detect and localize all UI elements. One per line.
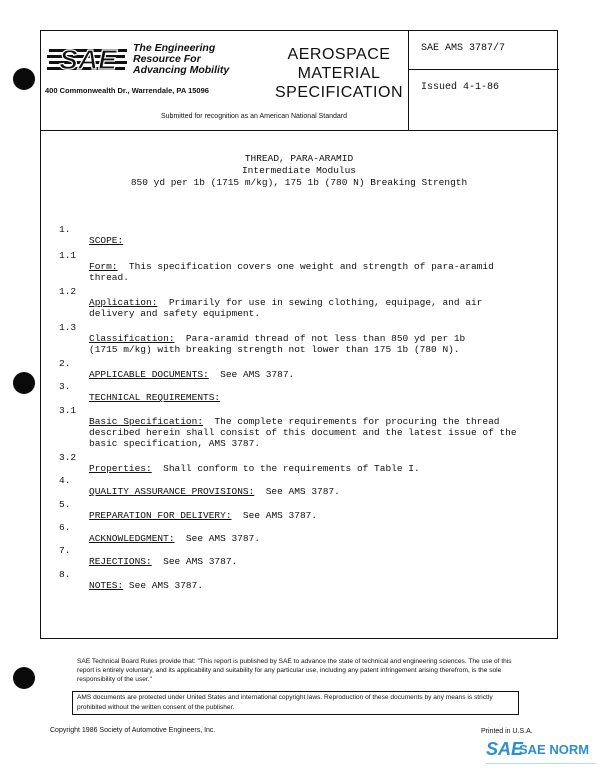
spec-info-box [408, 31, 559, 131]
document-frame [40, 30, 558, 639]
copyright-protection-notice: AMS documents are protected under United States and international copyright laws. Reproduction of these documents by any means is strictly prohibited without the written consent of the publisher. [72, 691, 519, 715]
watermark-logo: SAE [486, 739, 524, 759]
divider [409, 69, 559, 70]
svg-text:SAE: SAE [59, 45, 117, 75]
tagline: The Engineering Resource For Advancing Mobility [133, 42, 230, 76]
copyright-line: Copyright 1986 Society of Automotive Engineers, Inc. [50, 727, 216, 734]
document-type: AEROSPACE MATERIAL SPECIFICATION [275, 46, 403, 101]
section-3-1: 3.1 Basic Specification: The complete requirements for procuring the thread described herein shall consist of this document and the latest issue of the basic specification, AMS 3787. [59, 405, 517, 449]
section-6: 6. ACKNOWLEDGMENT: See AMS 3787. [59, 522, 261, 544]
ansi-submission-note: Submitted for recognition as an American National Standard [161, 113, 347, 120]
section-8: 8. NOTES: See AMS 3787. [59, 569, 204, 591]
watermark-text: SAE NORM [519, 742, 590, 757]
header [41, 31, 557, 131]
section-7: 7. REJECTIONS: See AMS 3787. [59, 545, 238, 567]
punch-hole-bottom [13, 667, 35, 689]
technical-board-rules: SAE Technical Board Rules provide that: "This report is published by SAE to advance the state of technical and engineering sciences. The use of this report is entirely voluntary, and its applicability and suitability for any particular use, including any patent infringement arising therefrom, is the sole responsibility of the user." [77, 658, 512, 683]
section-5: 5. PREPARATION FOR DELIVERY: See AMS 3787. [59, 499, 318, 521]
section-1: 1. SCOPE: [59, 224, 124, 246]
address: 400 Commonwealth Dr., Warrendale, PA 15096 [45, 86, 209, 95]
watermark-rule [486, 763, 596, 764]
spec-number: SAE AMS 3787/7 [421, 43, 506, 54]
section-1-1: 1.1 Form: This specification covers one weight and strength of para-aramid thread. [59, 250, 494, 283]
section-1-2: 1.2 Application: Primarily for use in sewing clothing, equipage, and air delivery and safety equipment. [59, 286, 483, 319]
punch-hole-middle [13, 372, 35, 394]
sae-logo [47, 45, 129, 75]
printed-in: Printed in U.S.A. [481, 728, 533, 735]
section-4: 4. QUALITY ASSURANCE PROVISIONS: See AMS 3787. [59, 475, 340, 497]
punch-hole-top [13, 68, 35, 90]
sae-logo-mark [47, 45, 129, 75]
section-3-2: 3.2 Properties: Shall conform to the requirements of Table I. [59, 452, 420, 474]
document-title: THREAD, PARA-ARAMID Intermediate Modulus 850 yd per 1b (1715 m/kg), 175 1b (780 N) Breaking Strength [130, 153, 468, 188]
section-3: 3. TECHNICAL REQUIREMENTS: [59, 381, 221, 403]
section-1-3: 1.3 Classification: Para-aramid thread of not less than 850 yd per 1b (1715 m/kg) with breaking strength not lower than 175 1b (780 N). [59, 322, 466, 355]
sae-norm-watermark [486, 739, 598, 769]
issue-date: Issued 4-1-86 [421, 82, 500, 93]
section-2: 2. APPLICABLE DOCUMENTS: See AMS 3787. [59, 358, 295, 380]
